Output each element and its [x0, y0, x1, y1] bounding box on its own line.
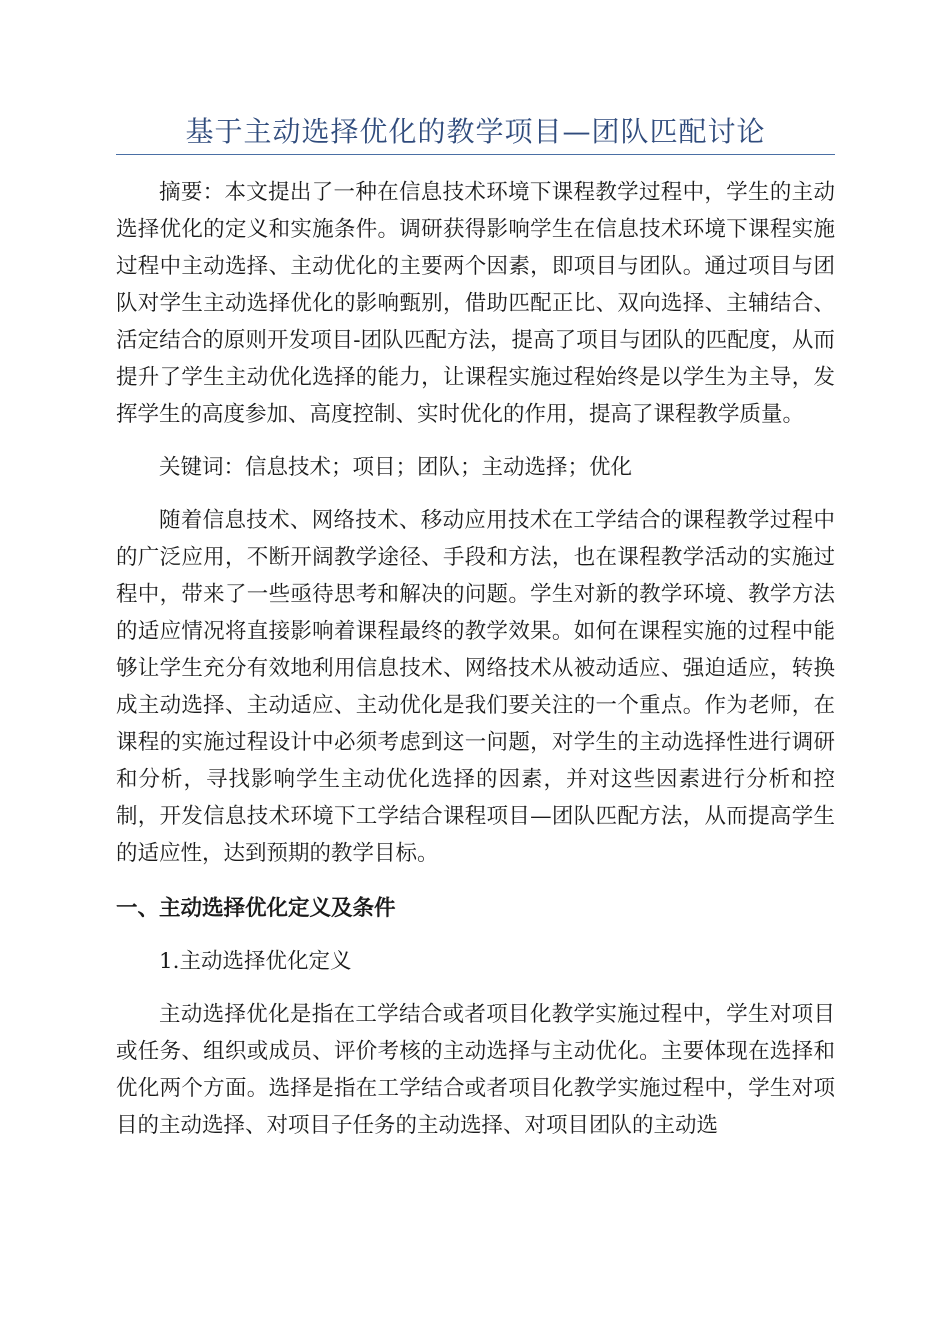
intro-paragraph: 随着信息技术、网络技术、移动应用技术在工学结合的课程教学过程中的广泛应用，不断开阔教学途径、手段和方法，也在课程教学活动的实施过程中，带来了一些亟待思考和解决的问题。学生对新的教学环境、教学方法的适应情况将直接影响着课程最终的教学效果。如何在课程实施的过程中能够让学生充分有效地利用信息技术、网络技术从被动适应、强迫适应，转换成主动选择、主动适应、主动优化是我们要关注的一个重点。作为老师，在课程的实施过程设计中必须考虑到这一问题，对学生的主动选择性进行调研和分析，寻找影响学生主动优化选择的因素，并对这些因素进行分析和控制，开发信息技术环境下工学结合课程项目—团队匹配方法，从而提高学生的适应性，达到预期的教学目标。 [116, 508, 835, 866]
document-body [116, 174, 835, 1162]
keywords-paragraph: 关键词：信息技术；项目；团队；主动选择；优化 [159, 455, 633, 480]
section-paragraph: 主动选择优化是指在工学结合或者项目化教学实施过程中，学生对项目或任务、组织或成员、评价考核的主动选择与主动优化。主要体现在选择和优化两个方面。选择是指在工学结合或者项目化教学实施过程中，学生对项目的主动选择、对项目子任务的主动选择、对项目团队的主动选 [116, 1002, 835, 1138]
title-underline [116, 154, 835, 155]
abstract-paragraph: 摘要：本文提出了一种在信息技术环境下课程教学过程中，学生的主动选择优化的定义和实施条件。调研获得影响学生在信息技术环境下课程实施过程中主动选择、主动优化的主要两个因素，即项目与团队。通过项目与团队对学生主动选择优化的影响甄别，借助匹配正比、双向选择、主辅结合、活定结合的原则开发项目-团队匹配方法，提高了项目与团队的匹配度，从而提升了学生主动优化选择的能力，让课程实施过程始终是以学生为主导，发挥学生的高度参加、高度控制、实时优化的作用，提高了课程教学质量。 [116, 180, 835, 427]
subsection-heading: 1.主动选择优化定义 [159, 949, 352, 974]
section-heading: 一、主动选择优化定义及条件 [116, 896, 396, 921]
document-title: 基于主动选择优化的教学项目—团队匹配讨论 [185, 115, 766, 148]
